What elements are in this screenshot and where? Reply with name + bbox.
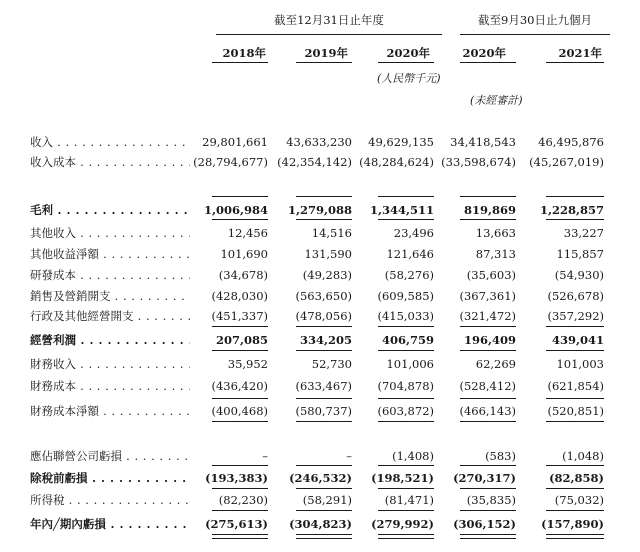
subtotal-rule xyxy=(212,488,268,489)
cell-value: (304,823) xyxy=(289,517,352,531)
row-label: 所得稅 . . . xyxy=(30,491,190,509)
subtotal-rule xyxy=(460,219,516,220)
cell-value: 52,730 xyxy=(311,357,352,371)
subtotal-rule xyxy=(460,488,516,489)
subtotal-rule xyxy=(212,465,268,466)
double-underline xyxy=(378,534,434,539)
cell-value: 196,409 xyxy=(463,333,516,347)
cell-value: (49,283) xyxy=(302,268,352,282)
cell-value: (58,276) xyxy=(384,268,434,282)
cell-value: (306,152) xyxy=(453,517,516,531)
cell-value: (157,890) xyxy=(541,517,604,531)
table-row xyxy=(0,377,640,395)
cell-value: 131,590 xyxy=(304,247,352,261)
cell-value: (42,354,142) xyxy=(277,155,352,169)
cell-value: (633,467) xyxy=(295,379,352,393)
subtotal-rule xyxy=(546,510,604,511)
row-label: 收入成本 . . . xyxy=(30,153,190,171)
subtotal-rule xyxy=(378,465,434,466)
cell-value: 35,952 xyxy=(227,357,268,371)
cell-value: (198,521) xyxy=(371,471,434,485)
cell-value: 12,456 xyxy=(227,226,268,240)
row-label: 應佔聯營公司虧損 . . . xyxy=(30,447,190,465)
subtotal-rule xyxy=(212,510,268,511)
table-row xyxy=(0,201,640,219)
subtotal-rule xyxy=(296,326,352,327)
double-underline xyxy=(212,534,268,539)
row-label: 研發成本 . . . xyxy=(30,266,190,284)
cell-value: (415,033) xyxy=(377,309,434,323)
year-header-2019: 2019年 xyxy=(304,46,348,60)
subtotal-rule xyxy=(460,421,516,422)
cell-value: 819,869 xyxy=(463,203,516,217)
cell-value: 1,228,857 xyxy=(539,203,604,217)
year-header-2021-nine-months: 2021年 xyxy=(558,46,602,60)
subtotal-rule xyxy=(212,196,268,197)
currency-note: (人民幣千元) xyxy=(377,72,441,85)
cell-value: (45,267,019) xyxy=(529,155,604,169)
table-row xyxy=(0,153,640,171)
subtotal-rule xyxy=(296,219,352,220)
cell-value: (33,598,674) xyxy=(441,155,516,169)
year-header-2020: 2020年 xyxy=(386,46,430,60)
cell-value: (520,851) xyxy=(547,404,604,418)
table-row xyxy=(0,245,640,263)
table-row xyxy=(0,447,640,465)
subtotal-rule xyxy=(546,219,604,220)
row-label: 財務成本 . . . xyxy=(30,377,190,395)
cell-value: (466,143) xyxy=(459,404,516,418)
nine-month-header-rule xyxy=(460,34,610,35)
table-row xyxy=(0,266,640,284)
cell-value: (28,794,677) xyxy=(193,155,268,169)
cell-value: (526,678) xyxy=(547,289,604,303)
subtotal-rule xyxy=(460,510,516,511)
unaudited-note: (未經審計) xyxy=(470,94,523,107)
row-label: 年內╱期內虧損 . . . xyxy=(30,515,190,533)
cell-value: (58,291) xyxy=(302,493,352,507)
subtotal-rule xyxy=(546,488,604,489)
subtotal-rule xyxy=(378,350,434,351)
table-row xyxy=(0,287,640,305)
subtotal-rule xyxy=(378,326,434,327)
table-row xyxy=(0,224,640,242)
cell-value: (583) xyxy=(485,449,516,463)
cell-value: (275,613) xyxy=(205,517,268,531)
cell-value: (357,292) xyxy=(547,309,604,323)
cell-value: 121,646 xyxy=(386,247,434,261)
subtotal-rule xyxy=(460,398,516,399)
table-row xyxy=(0,491,640,509)
cell-value: (603,872) xyxy=(377,404,434,418)
subtotal-rule xyxy=(296,465,352,466)
subtotal-rule xyxy=(546,326,604,327)
annual-header-rule xyxy=(216,34,442,35)
cell-value: 14,516 xyxy=(311,226,352,240)
cell-value: 334,205 xyxy=(299,333,352,347)
row-label: 其他收益淨額 . . . xyxy=(30,245,190,263)
cell-value: 101,003 xyxy=(556,357,604,371)
cell-value: 62,269 xyxy=(475,357,516,371)
subtotal-rule xyxy=(378,196,434,197)
subtotal-rule xyxy=(212,421,268,422)
cell-value: (82,858) xyxy=(549,471,604,485)
annual-period-header: 截至12月31日止年度 xyxy=(274,13,384,27)
cell-value: (428,030) xyxy=(211,289,268,303)
subtotal-rule xyxy=(296,421,352,422)
cell-value: (580,737) xyxy=(295,404,352,418)
row-label: 財務收入 . . . xyxy=(30,355,190,373)
subtotal-rule xyxy=(546,421,604,422)
cell-value: 87,313 xyxy=(475,247,516,261)
row-label: 其他收入 . . . xyxy=(30,224,190,242)
subtotal-rule xyxy=(296,510,352,511)
table-row xyxy=(0,331,640,349)
cell-value: 101,690 xyxy=(220,247,268,261)
subtotal-rule xyxy=(378,510,434,511)
subtotal-rule xyxy=(546,350,604,351)
cell-value: 46,495,876 xyxy=(538,135,604,149)
cell-value: (528,412) xyxy=(459,379,516,393)
cell-value: 1,006,984 xyxy=(203,203,268,217)
cell-value: 406,759 xyxy=(381,333,434,347)
subtotal-rule xyxy=(212,398,268,399)
subtotal-rule xyxy=(378,219,434,220)
subtotal-rule xyxy=(378,488,434,489)
table-row xyxy=(0,133,640,151)
cell-value: 43,633,230 xyxy=(286,135,352,149)
row-label: 銷售及營銷開支 . . . xyxy=(30,287,190,305)
cell-value: – xyxy=(262,449,268,463)
cell-value: (1,408) xyxy=(392,449,434,463)
cell-value: (478,056) xyxy=(295,309,352,323)
subtotal-rule xyxy=(546,398,604,399)
table-row xyxy=(0,355,640,373)
cell-value: (193,383) xyxy=(205,471,268,485)
cell-value: (704,878) xyxy=(377,379,434,393)
cell-value: (436,420) xyxy=(211,379,268,393)
cell-value: 13,663 xyxy=(475,226,516,240)
year-header-2020-nine-months: 2020年 xyxy=(462,46,506,60)
cell-value: (82,230) xyxy=(218,493,268,507)
cell-value: (75,032) xyxy=(554,493,604,507)
subtotal-rule xyxy=(296,350,352,351)
subtotal-rule xyxy=(378,398,434,399)
cell-value: (400,468) xyxy=(211,404,268,418)
cell-value: 33,227 xyxy=(563,226,604,240)
row-label: 經營利潤 . . . xyxy=(30,331,190,349)
cell-value: (279,992) xyxy=(371,517,434,531)
cell-value: 207,085 xyxy=(215,333,268,347)
subtotal-rule xyxy=(296,488,352,489)
subtotal-rule xyxy=(296,398,352,399)
row-label: 行政及其他經營開支 . . . xyxy=(30,307,190,325)
cell-value: 115,857 xyxy=(556,247,604,261)
table-row xyxy=(0,307,640,325)
row-label: 收入 . . . xyxy=(30,133,190,151)
subtotal-rule xyxy=(460,196,516,197)
cell-value: (246,532) xyxy=(289,471,352,485)
cell-value: (609,585) xyxy=(377,289,434,303)
cell-value: (563,650) xyxy=(295,289,352,303)
subtotal-rule xyxy=(378,421,434,422)
cell-value: (35,603) xyxy=(466,268,516,282)
table-row xyxy=(0,515,640,533)
row-label: 毛利 . . . xyxy=(30,201,190,219)
cell-value: 1,344,511 xyxy=(369,203,434,217)
subtotal-rule xyxy=(546,465,604,466)
nine-month-period-header: 截至9月30日止九個月 xyxy=(478,13,592,27)
subtotal-rule xyxy=(460,326,516,327)
year-rule-2020-nine-months xyxy=(460,62,516,63)
double-underline xyxy=(546,534,604,539)
year-rule-2019 xyxy=(296,62,352,63)
double-underline xyxy=(460,534,516,539)
year-rule-2021-nine-months xyxy=(546,62,604,63)
table-row xyxy=(0,402,640,420)
table-row xyxy=(0,469,640,487)
cell-value: (34,678) xyxy=(218,268,268,282)
subtotal-rule xyxy=(212,326,268,327)
cell-value: (367,361) xyxy=(459,289,516,303)
cell-value: (321,472) xyxy=(459,309,516,323)
cell-value: 34,418,543 xyxy=(450,135,516,149)
cell-value: 1,279,088 xyxy=(287,203,352,217)
year-rule-2018 xyxy=(212,62,268,63)
cell-value: 439,041 xyxy=(551,333,604,347)
double-underline xyxy=(296,534,352,539)
cell-value: (270,317) xyxy=(453,471,516,485)
row-label: 除稅前虧損 . . . xyxy=(30,469,190,487)
cell-value: (81,471) xyxy=(384,493,434,507)
cell-value: (54,930) xyxy=(554,268,604,282)
subtotal-rule xyxy=(212,219,268,220)
row-label: 財務成本淨額 . . . xyxy=(30,402,190,420)
cell-value: 23,496 xyxy=(393,226,434,240)
subtotal-rule xyxy=(460,350,516,351)
cell-value: 49,629,135 xyxy=(368,135,434,149)
cell-value: – xyxy=(346,449,352,463)
cell-value: (621,854) xyxy=(547,379,604,393)
year-rule-2020 xyxy=(378,62,434,63)
cell-value: (451,337) xyxy=(211,309,268,323)
subtotal-rule xyxy=(212,350,268,351)
cell-value: (35,835) xyxy=(466,493,516,507)
subtotal-rule xyxy=(296,196,352,197)
year-header-2018: 2018年 xyxy=(222,46,266,60)
cell-value: (48,284,624) xyxy=(359,155,434,169)
cell-value: 29,801,661 xyxy=(202,135,268,149)
subtotal-rule xyxy=(460,465,516,466)
subtotal-rule xyxy=(546,196,604,197)
cell-value: 101,006 xyxy=(386,357,434,371)
cell-value: (1,048) xyxy=(562,449,604,463)
